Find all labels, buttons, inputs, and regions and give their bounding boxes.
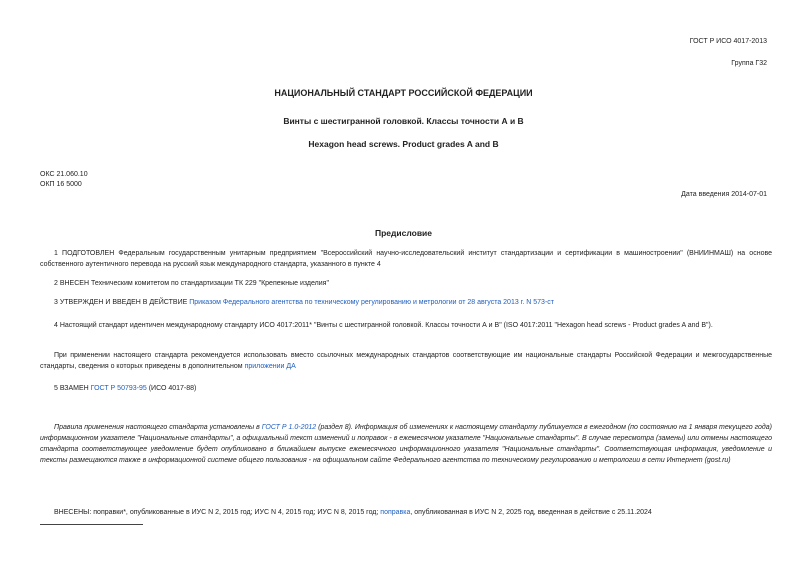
application-rules-text: Правила применения настоящего стандарта установлены в xyxy=(54,424,262,431)
foreword-item-5 xyxy=(40,383,772,394)
title-en: Hexagon head screws. Product grades A and B xyxy=(308,139,499,149)
national-standard-title: НАЦИОНАЛЬНЫЙ СТАНДАРТ РОССИЙСКОЙ ФЕДЕРАЦИИ xyxy=(274,88,533,98)
appendix-da-link[interactable]: приложении ДА xyxy=(244,363,296,370)
foreword-heading: Предисловие xyxy=(374,228,433,238)
amendments-text: ВНЕСЕНЫ: поправки*, опубликованные в ИУС N 2, 2015 год; ИУС N 4, 2015 год; ИУС N 8, 2015 год; xyxy=(54,509,381,516)
foreword-item-5-text: 5 ВЗАМЕН xyxy=(54,385,91,392)
foreword-item-3-text: 3 УТВЕРЖДЕН И ВВЕДЕН В ДЕЙСТВИЕ xyxy=(54,299,190,306)
group-code: Группа Г32 xyxy=(731,60,767,67)
foreword-note-text: При применении настоящего стандарта рекомендуется использовать вместо ссылочных международных стандартов соответствующие им национальные стандарты Российской Федерации и межгосударственные стандарты, сведения о которых приведены в дополнительном xyxy=(40,352,772,370)
oks-code: ОКС 21.060.10 xyxy=(40,171,88,178)
foreword-item-2: 2 ВНЕСЕН Техническим комитетом по стандартизации ТК 229 "Крепежные изделия" xyxy=(54,280,329,287)
foreword-item-3 xyxy=(40,297,772,308)
foreword-item-1: 1 ПОДГОТОВЛЕН Федеральным государственным унитарным предприятием "Всероссийский научно-исследовательский институт стандартизации и сертификации в машиностроении" (ВНИИНМАШ) на основе собственного аутентичного перевода на русский язык международного стандарта, указанного в пункте 4 xyxy=(40,250,772,268)
application-rules-suffix: (раздел 8). Информация об изменениях к настоящему стандарту публикуется в ежегодном (по состоянию на 1 января текущего года) информационном указателе "Национальные стандарты", а официальный текст изменений и поправок - в ежемесячном указателе "Национальные стандарты". В случае пересмотра (замены) или отмены настоящего стандарта соответствующее уведомление будет опубликовано в ближайшем выпуске ежемесячного информационного указателя "Национальные стандарты". Соответствующая информация, уведомление и тексты размещаются также в информационной системе общего пользования - на официальном сайте Федерального агентства по техническому регулированию и метрологии в сети Интернет (gost.ru) xyxy=(40,424,773,464)
gost-1-0-2012-link[interactable]: ГОСТ Р 1.0-2012 xyxy=(261,424,317,431)
application-rules-paragraph xyxy=(40,422,772,466)
okp-code: ОКП 16 5000 xyxy=(40,181,82,188)
gost-50793-link[interactable]: ГОСТ Р 50793-95 xyxy=(90,385,147,392)
title-ru: Винты с шестигранной головкой. Классы точности А и В xyxy=(283,116,524,126)
foreword-note-references xyxy=(40,350,772,372)
foreword-item-4: 4 Настоящий стандарт идентичен международному стандарту ИСО 4017:2011* "Винты с шестигранной головкой. Классы точности А и В" (ISO 4017:2011 "Hexagon head screws - Product grades A and B"). xyxy=(54,322,713,329)
order-link[interactable]: Приказом Федерального агентства по техническому регулированию и метрологии от 28 августа 2013 г. N 573-ст xyxy=(189,299,554,306)
intro-date: Дата введения 2014-07-01 xyxy=(681,191,767,198)
footnote-divider xyxy=(40,524,143,525)
amendments-suffix: , опубликованная в ИУС N 2, 2025 год, введенная в действие с 25.11.2024 xyxy=(410,509,652,516)
amendments-paragraph xyxy=(40,507,772,518)
doc-number: ГОСТ Р ИСО 4017-2013 xyxy=(689,38,767,45)
foreword-item-5-suffix: (ИСО 4017-88) xyxy=(146,385,197,392)
amendment-link[interactable]: поправка xyxy=(380,509,411,516)
